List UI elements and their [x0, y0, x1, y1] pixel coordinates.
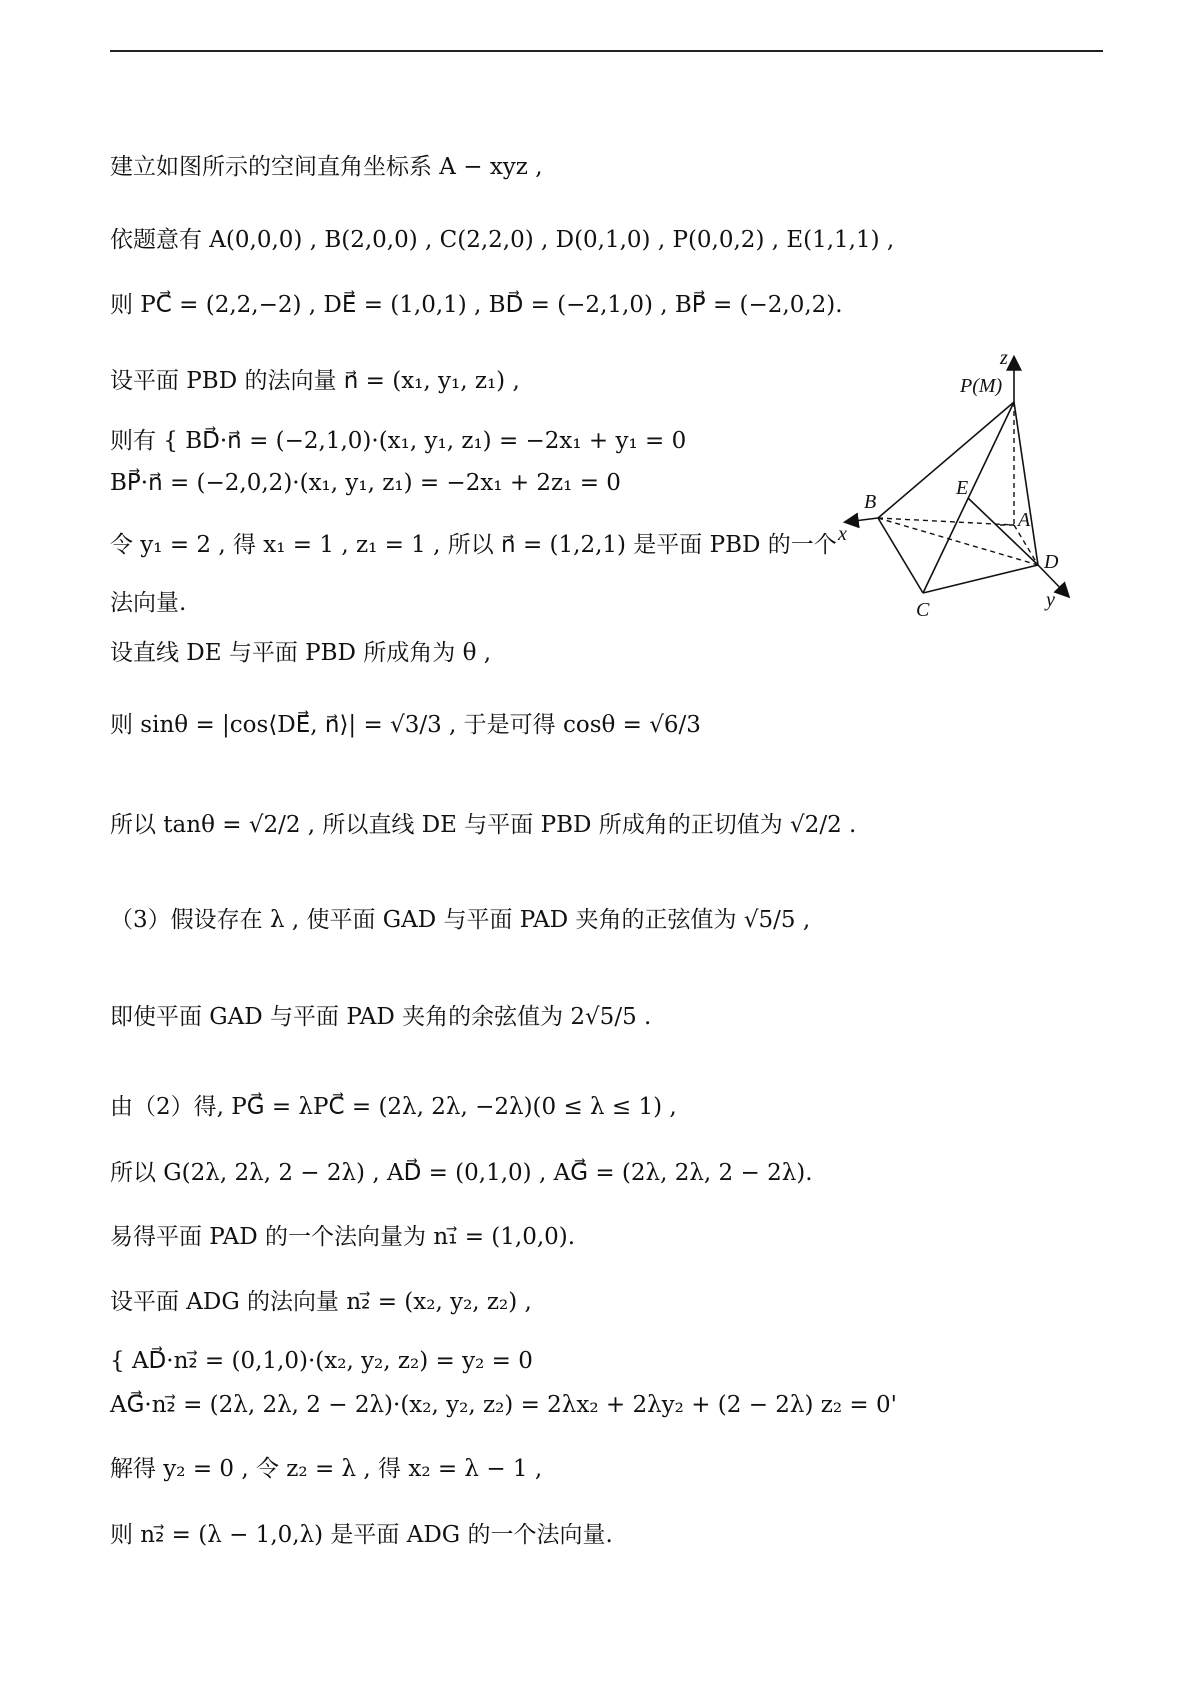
system2-eq-2: AG⃗·n₂⃗ = (2λ, 2λ, 2 − 2λ)·(x₂, y₂, z₂) = 2λx₂ + 2λy₂ + (2 − 2λ) z₂ = 0'	[110, 1392, 897, 1418]
label-e: E	[956, 477, 969, 499]
pyramid-figure	[828, 350, 1098, 620]
text-line-7: 令 y₁ = 2 , 得 x₁ = 1 , z₁ = 1 , 所以 n⃗ = (1,2,1) 是平面 PBD 的一个	[110, 532, 837, 558]
text-line-20: 解得 y₂ = 0 , 令 z₂ = λ , 得 x₂ = λ − 1 ,	[110, 1456, 543, 1482]
text-line-12: （3）假设存在 λ , 使平面 GAD 与平面 PAD 夹角的正弦值为 √5/5 ,	[110, 907, 811, 933]
text-line-11: 所以 tanθ = √2/2 , 所以直线 DE 与平面 PBD 所成角的正切值为 √2/2 .	[110, 812, 857, 838]
label-pm: P(M)	[960, 375, 1003, 397]
text-line-8: 法向量.	[110, 590, 187, 616]
label-a: A	[1018, 509, 1031, 531]
text-line-3: 则 PC⃗ = (2,2,−2) , DE⃗ = (1,0,1) , BD⃗ = (−2,1,0) , BP⃗ = (−2,0,2).	[110, 292, 843, 318]
text-line-9: 设直线 DE 与平面 PBD 所成角为 θ ,	[110, 640, 492, 666]
text-line-15: 所以 G(2λ, 2λ, 2 − 2λ) , AD⃗ = (0,1,0) , AG⃗ = (2λ, 2λ, 2 − 2λ).	[110, 1160, 813, 1186]
text-line-4: 设平面 PBD 的法向量 n⃗ = (x₁, y₁, z₁) ,	[110, 368, 520, 394]
header-rule	[110, 50, 1103, 52]
text-line-1: 建立如图所示的空间直角坐标系 A − xyz ,	[110, 154, 543, 180]
text-line-17: 设平面 ADG 的法向量 n₂⃗ = (x₂, y₂, z₂) ,	[110, 1289, 532, 1315]
system-eq-1: 则有 { BD⃗·n⃗ = (−2,1,0)·(x₁, y₁, z₁) = −2x₁ + y₁ = 0	[110, 428, 687, 454]
edge-pb	[878, 402, 1014, 518]
text-line-14: 由（2）得, PG⃗ = λPC⃗ = (2λ, 2λ, −2λ)(0 ≤ λ ≤ 1) ,	[110, 1094, 677, 1120]
text-line-2: 依题意有 A(0,0,0) , B(2,0,0) , C(2,2,0) , D(0,1,0) , P(0,0,2) , E(1,1,1) ,	[110, 227, 895, 253]
system-eq-2: BP⃗·n⃗ = (−2,0,2)·(x₁, y₁, z₁) = −2x₁ + 2z₁ = 0	[110, 470, 621, 496]
edge-cd	[923, 565, 1038, 593]
x-axis	[846, 518, 878, 522]
text-line-10: 则 sinθ = |cos⟨DE⃗, n⃗⟩| = √3/3 , 于是可得 cosθ = √6/3	[110, 712, 701, 738]
text-line-21: 则 n₂⃗ = (λ − 1,0,λ) 是平面 ADG 的一个法向量.	[110, 1522, 613, 1548]
label-y: y	[1046, 589, 1055, 611]
label-c: C	[916, 599, 930, 620]
edge-pd	[1014, 402, 1038, 565]
system2-eq-1: { AD⃗·n₂⃗ = (0,1,0)·(x₂, y₂, z₂) = y₂ = 0	[110, 1348, 533, 1374]
label-b: B	[864, 491, 877, 513]
text-line-16: 易得平面 PAD 的一个法向量为 n₁⃗ = (1,0,0).	[110, 1224, 576, 1250]
text-line-13: 即使平面 GAD 与平面 PAD 夹角的余弦值为 2√5/5 .	[110, 1004, 652, 1030]
label-d: D	[1044, 551, 1059, 573]
label-x: x	[838, 523, 847, 545]
label-z: z	[1000, 350, 1008, 369]
